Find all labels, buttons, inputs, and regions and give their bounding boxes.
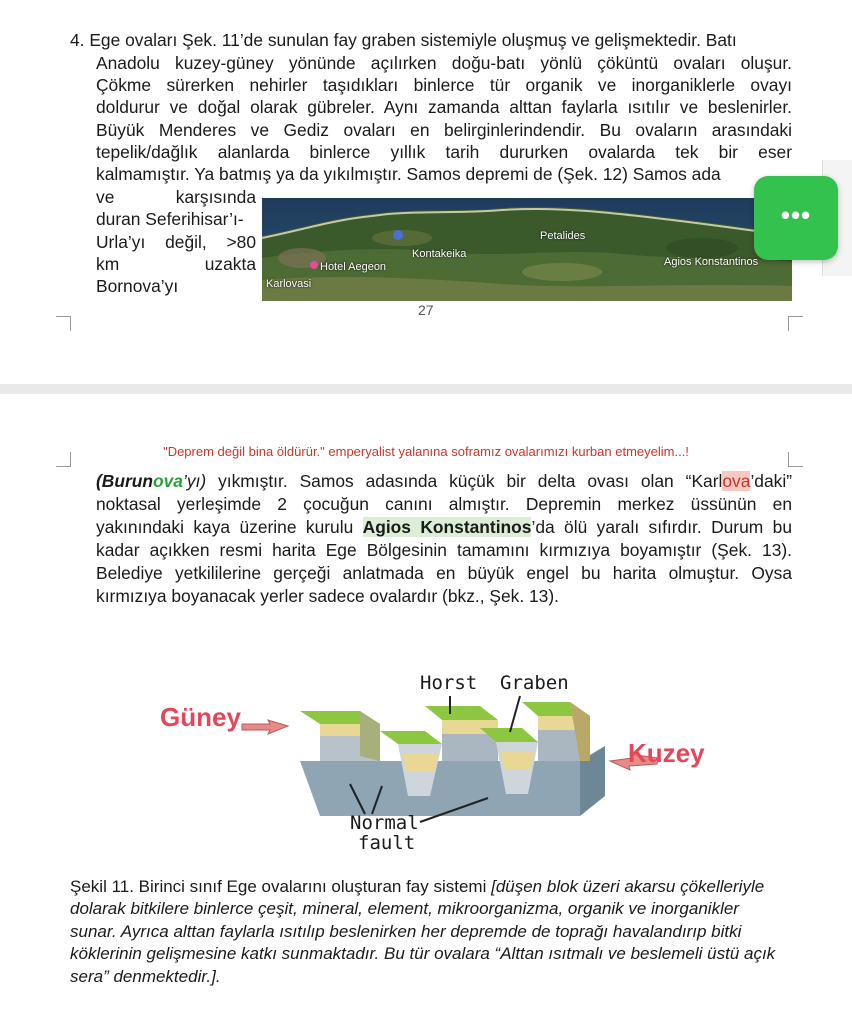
map-label: Agios Konstantinos <box>664 256 759 268</box>
side-text: Bornova’yı <box>96 276 179 296</box>
side-text: Urla’yı değil, >80 <box>96 232 256 252</box>
normal-fault-label: fault <box>358 832 416 854</box>
side-text: duran Seferihisar’ı- <box>96 209 244 229</box>
graben-label: Graben <box>500 672 569 694</box>
text-line: Çökme sürerken nehirler taşıdıkları binlerce tür organik ve inorganiklerle ovayı <box>96 75 792 95</box>
text-line: yakınındaki kaya üzerine kurulu Agios Konstantinos’da ölü yaralı sıfırdır. Durum bu <box>96 517 792 537</box>
normal-fault-label: Normal <box>350 812 419 834</box>
map-label: Petalides <box>540 230 586 242</box>
text-line: kadar açıkken resmi harita Ege Bölgesinin tamamını kırmızıya boyamıştır (Şek. 13). <box>96 540 792 560</box>
side-text: km uzakta <box>96 254 256 274</box>
text-line: (Burunova’yı) yıkmıştır. Samos adasında küçük bir delta ovası olan “Karlova’daki” <box>96 471 792 491</box>
satellite-terrain <box>262 198 792 301</box>
satellite-image <box>262 198 792 301</box>
map-label: Hotel Aegeon <box>320 261 387 273</box>
more-options-button[interactable] <box>754 176 838 260</box>
text-line: Belediye yetkililerine gerçeği anlatmada en büyük engel bu harita olmuştur. Oysa <box>96 563 792 583</box>
text-line: kalmamıştır. Ya batmış ya da yıkılmıştır. Samos depremi de (Şek. 12) Samos ada <box>96 164 721 184</box>
text-line: Büyük Menderes ve Gediz ovaları en belirginlerindendir. Bu ovaların arasındaki <box>96 120 792 140</box>
north-label: Kuzey <box>628 738 705 768</box>
text-line: kırmızıya boyanacak yerler sadece ovalardır (bkz., Şek. 13). <box>96 586 559 606</box>
page-corner-marker <box>56 316 71 331</box>
side-text: ve karşısında <box>96 187 256 207</box>
map-label: Kontakeika <box>412 248 467 260</box>
rock-layer <box>300 761 580 816</box>
header-quote: "Deprem değil bina öldürür." emperyalist yalanına soframız ovalarımızı kurban etmeyelim...! <box>163 444 689 459</box>
horst-label: Horst <box>420 672 478 694</box>
page-number: 27 <box>418 302 434 318</box>
more-icon: ••• <box>780 200 812 230</box>
text-line: 4. Ege ovaları Şek. 11’de sunulan fay graben sistemiyle oluşmuş ve gelişmektedir. Batı <box>70 30 737 50</box>
text-line: noktasal yerleşimde 2 çocuğun canını almıştır. Depremin merkez üssünün en <box>96 494 792 514</box>
page-corner-marker <box>788 316 803 331</box>
text-line: doldurur ve doğal olarak gübreler. Aynı zamanda alttan faylarla ısıtılır ve beslenirler. <box>96 97 792 117</box>
figure-caption: Şekil 11. Birinci sınıf Ege ovalarını oluşturan fay sistemi [düşen blok üzeri akarsu çökelleriyle dolarak bitkilere binlerce çeşit, mineral, element, mikroorganizma, organik ve inorganikler sunar. Ayrıca alttan faylarla ısıtılıp beslenirken her depremde de toprağı havalandırıp bitki köklerinin gelişmesine katkı sunmaktadır. Bu tür ovalara “Alttan ısıtmalı ve beslemeli üstü açık sera” denmektedir.]. <box>70 877 776 986</box>
arrow-south-icon <box>242 720 288 734</box>
south-label: Güney <box>160 702 241 732</box>
text-line: tepelik/dağlık alanlarda binlerce yıllık tarih dururken ovalarda tek bir eser <box>96 142 792 162</box>
text-line: Anadolu kuzey-güney yönünde açılırken doğu-batı yönlü çöküntü ovaları oluşur. <box>96 53 792 73</box>
map-label: Karlovasi <box>266 278 312 290</box>
page-separator <box>0 384 852 394</box>
graben-pointer <box>510 696 520 732</box>
